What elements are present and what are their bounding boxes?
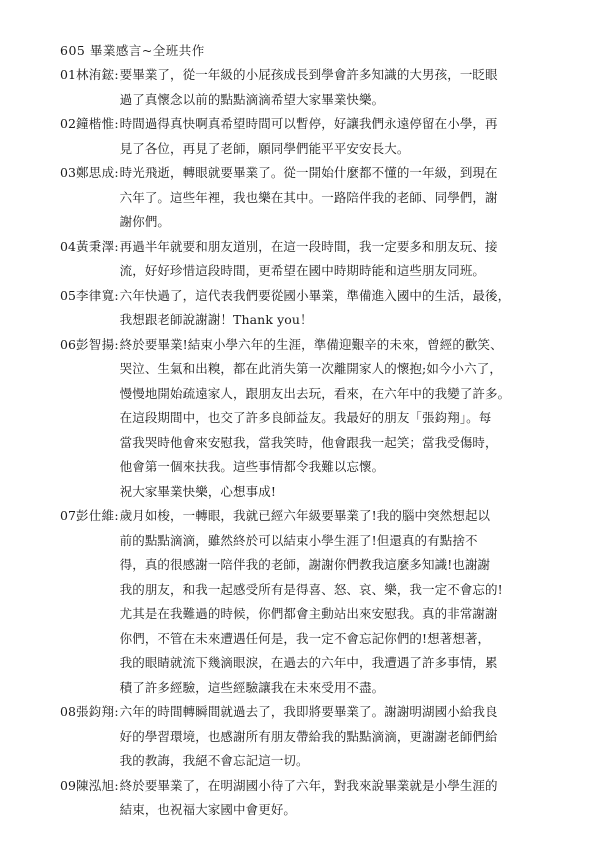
entry-number: 02	[60, 116, 76, 131]
entry-line: 積了許多經驗，這些經驗讓我在未來受用不盡。	[119, 679, 385, 695]
entry-line: 再過半年就要和朋友道別，在這一段時間，我一定要多和朋友玩、接	[119, 238, 498, 254]
entry-colon: :	[114, 238, 119, 254]
entry-number: 05	[60, 287, 76, 303]
entry-line: 六年了。這些年裡，我也樂在其中。一路陪伴我的老師、同學們，謝	[119, 189, 498, 205]
entry-line: 時間過得真快啊真希望時間可以暫停，好讓我們永遠停留在小學，再	[119, 116, 498, 131]
entry	[60, 235, 555, 284]
entry-line: 得，真的很感謝一陪伴我的老師，謝謝你們教我這麼多知識!也謝謝	[119, 557, 491, 572]
entry-author: 李律寬	[76, 287, 115, 303]
entry-colon: :	[114, 336, 119, 352]
entry-number: 01	[60, 67, 76, 82]
entry-line: 見了各位，再見了老師，願同學們能平平安安長大。	[119, 140, 410, 156]
entry-line: 我的朋友，和我一起感受所有是得喜、怒、哀、樂，我一定不會忘的!	[119, 581, 503, 597]
entry-text	[120, 284, 555, 333]
entry-text	[120, 112, 555, 161]
entry-line: 慢慢地開始疏遠家人，跟朋友出去玩，看來，在六年中的我變了許多。	[119, 385, 511, 401]
entry-line: 他會第一個來扶我。這些事情都令我難以忘懷。	[119, 459, 385, 474]
entry-colon: :	[114, 704, 119, 719]
entry	[60, 504, 555, 700]
entry-line: 當我哭時他會來安慰我，當我笑時，他會跟我一起笑；當我受傷時，	[119, 434, 498, 450]
entry-colon: :	[114, 67, 119, 82]
entry-line: 哭泣、生氣和出糗，都在此消失第一次離開家人的懷抱;如今小六了，	[119, 361, 502, 376]
entry-line: 六年的時間轉瞬間就過去了，我即將要畢業了。謝謝明湖國小給我良	[119, 704, 498, 719]
entry-text	[120, 235, 555, 284]
entry	[60, 63, 555, 112]
entry-colon: :	[114, 287, 119, 303]
document-title: 605 畢業感言~全班共作	[60, 43, 205, 58]
entry	[60, 700, 555, 774]
entry-text	[120, 161, 555, 235]
entry-author: 張鈞翔	[76, 704, 115, 719]
entries-list	[60, 63, 555, 823]
entry-number: 08	[60, 704, 76, 719]
entry-colon: :	[114, 508, 119, 523]
entry-text	[120, 333, 555, 505]
entry-line: 尤其是在我難過的時候，你們都會主動站出來安慰我。真的非常謝謝	[119, 606, 498, 621]
entry-line: 祝大家畢業快樂，心想事成!	[119, 483, 276, 499]
entry-line: 結束，也祝福大家國中會更好。	[119, 802, 297, 817]
entry	[60, 112, 555, 161]
entry-line: 歲月如梭，一轉眼，我就已經六年級要畢業了!我的腦中突然想起以	[119, 508, 491, 523]
entry-number: 06	[60, 336, 76, 352]
entry-text	[120, 63, 555, 112]
entry-line: 好的學習環境，也感謝所有朋友帶給我的點點滴滴，更謝謝老師們給	[119, 728, 498, 744]
entry-number: 09	[60, 777, 76, 793]
entry-colon: :	[114, 116, 119, 131]
entry-line: 要畢業了，從一年級的小屁孩成長到學會許多知識的大男孩，一眨眼	[119, 67, 498, 82]
entry-text	[120, 504, 555, 700]
entry-line: 六年快過了，這代表我們要從國小畢業，準備進入國中的生活，最後，	[119, 287, 511, 303]
entry-author: 林洧鋐	[76, 67, 115, 82]
entry	[60, 333, 555, 505]
entry-text	[120, 774, 555, 823]
entry-author: 鐘楷惟	[76, 116, 115, 131]
entry-line: 我的教誨，我絕不會忘記這一切。	[119, 753, 309, 768]
entry-colon: :	[114, 777, 119, 793]
entry-line: 流，好好珍惜這段時間，更希望在國中時期時能和這些朋友同班。	[119, 263, 486, 278]
entry-line: 終於要畢業了，在明湖國小待了六年，對我來說畢業就是小學生涯的	[119, 777, 498, 793]
entry	[60, 284, 555, 333]
entry-colon: :	[114, 165, 119, 180]
entry-line: 我的眼睛就流下幾滴眼淚，在過去的六年中，我遭遇了許多事情，累	[119, 655, 498, 670]
entry-line: 謝你們。	[119, 214, 171, 229]
entry-author: 陳泓旭	[76, 777, 115, 793]
entry-author: 鄭思成	[76, 165, 115, 180]
entry	[60, 774, 555, 823]
entry-text	[120, 700, 555, 774]
entry-number: 03	[60, 165, 76, 180]
entry-line: 前的點點滴滴，雖然終於可以結束小學生涯了!但還真的有點捨不	[119, 532, 478, 548]
entry-line: 終於要畢業!結束小學六年的生涯，準備迎艱辛的未來，曾經的歡笑、	[119, 336, 503, 352]
entry-author: 彭智揚	[76, 336, 115, 352]
entry-line: 過了真懷念以前的點點滴滴希望大家畢業快樂。	[119, 91, 385, 107]
entry-line: 我想跟老師說謝謝！Thank you！	[119, 312, 313, 327]
entry-line: 時光飛逝，轉眼就要畢業了。從一開始什麼都不懂的一年級，到現在	[119, 165, 498, 180]
entry	[60, 161, 555, 235]
entry-line: 在這段期間中，也交了許多良師益友。我最好的朋友「張鈞翔」。每	[119, 410, 492, 425]
entry-author: 彭仕維	[76, 508, 115, 523]
entry-author: 黃秉澤	[76, 238, 115, 254]
entry-line: 你們，不管在未來遭遇任何是，我一定不會忘記你們的!想著想著，	[119, 630, 491, 646]
entry-number: 04	[60, 238, 76, 254]
entry-number: 07	[60, 508, 76, 523]
